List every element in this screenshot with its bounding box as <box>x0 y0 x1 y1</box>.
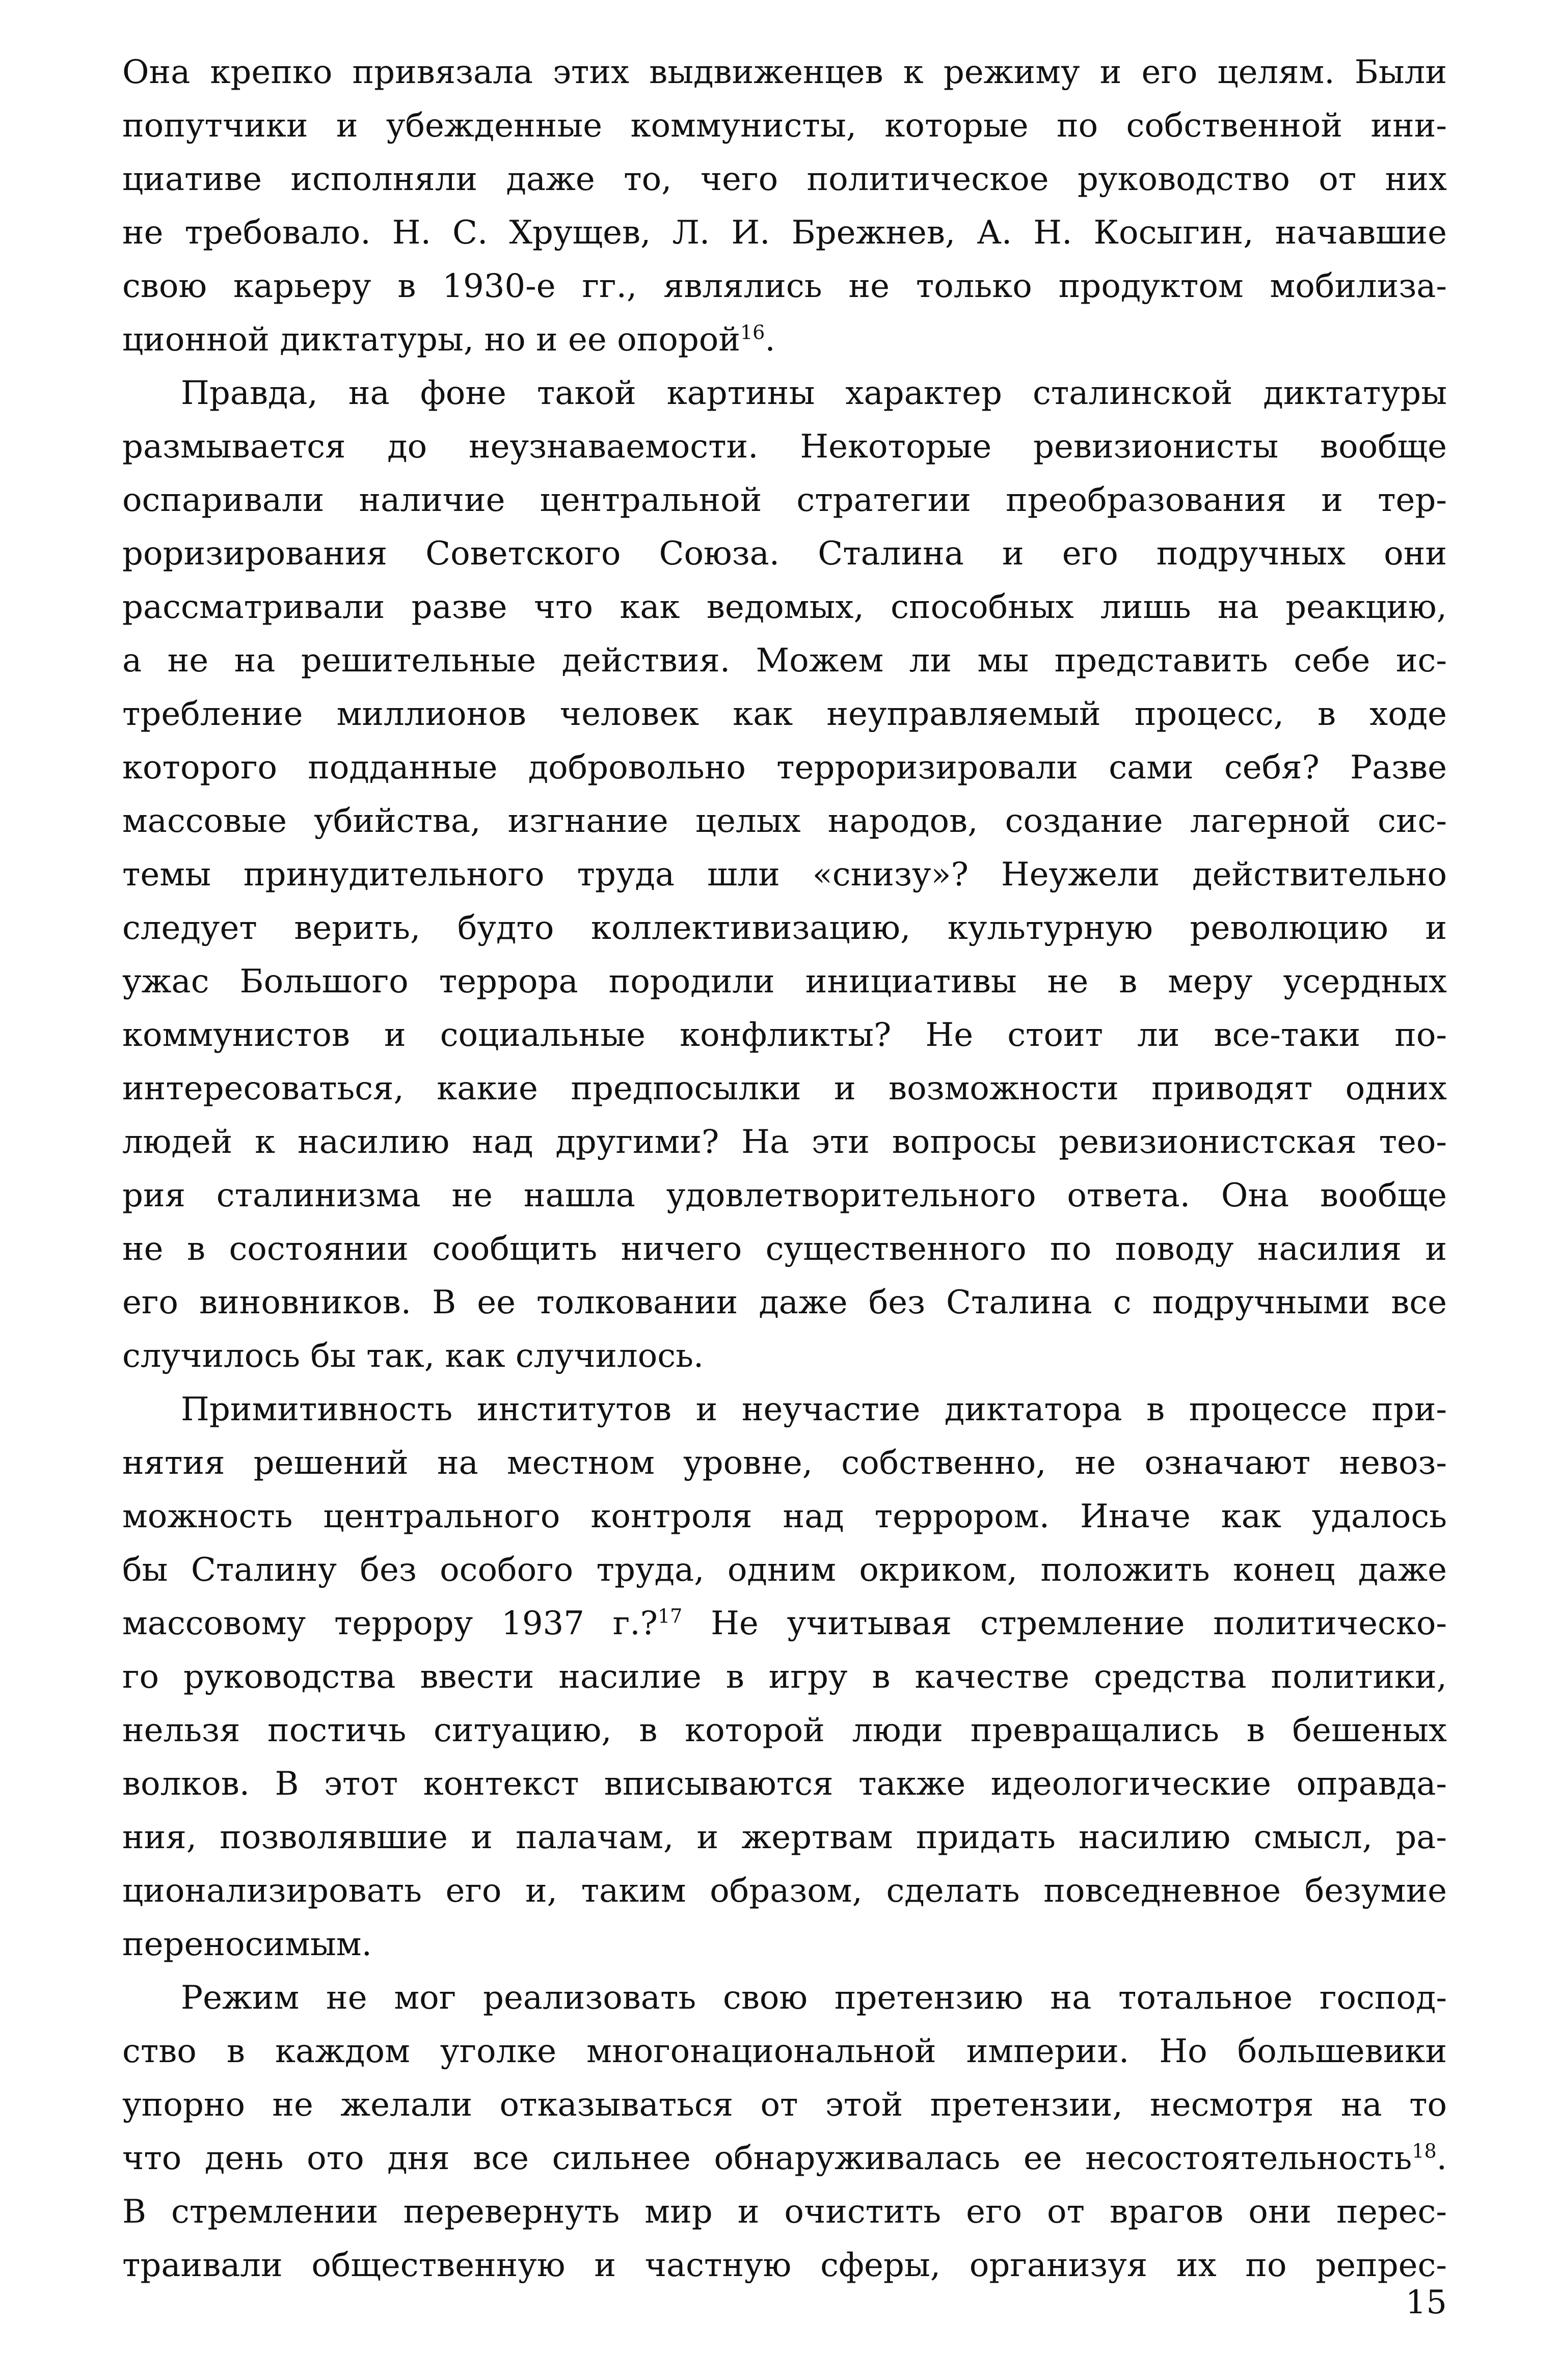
text-line: рия сталинизма не нашла удовлетворительного ответа. Она вообще <box>122 1177 1447 1214</box>
text-line: свою карьеру в 1930-е гг., являлись не только продуктом мобилиза- <box>122 267 1447 305</box>
text-line: бы Сталину без особого труда, одним окриком, положить конец даже <box>122 1551 1447 1589</box>
text-line: ство в каждом уголке многонациональной империи. Но большевики <box>122 2033 1447 2070</box>
text-line: волков. В этот контекст вписываются также идеологические оправда- <box>122 1765 1447 1803</box>
text-fragment: массовому террору 1937 г.? <box>122 1605 658 1642</box>
text-line: Она крепко привязала этих выдвиженцев к режиму и его целям. Были <box>122 53 1447 91</box>
text-line: траивали общественную и частную сферы, организуя их по репрес- <box>122 2247 1447 2284</box>
footnote-ref-17[interactable]: 17 <box>657 1605 683 1628</box>
paragraph-2 <box>122 367 1447 1383</box>
text-line: можность центрального контроля над террором. Иначе как удалось <box>122 1498 1447 1535</box>
text-line: ния, позволявшие и палачам, и жертвам придать насилию смысл, ра- <box>122 1819 1447 1856</box>
text-line <box>122 1597 1447 1651</box>
text-line: го руководства ввести насилие в игру в качестве средства политики, <box>122 1658 1447 1696</box>
page-number: 15 <box>1405 2284 1447 2321</box>
text-line <box>122 2132 1447 2185</box>
text-line: В стремлении перевернуть мир и очистить его от врагов они перес- <box>122 2193 1447 2231</box>
text-line: коммунистов и социальные конфликты? Не стоит ли все-таки по- <box>122 1016 1447 1054</box>
text-line: упорно не желали отказываться от этой претензии, несмотря на то <box>122 2086 1447 2124</box>
paragraph-3 <box>122 1383 1447 1971</box>
text-line: переносимым. <box>122 1926 372 1963</box>
body-text <box>122 46 1447 2292</box>
text-line: нятия решений на местном уровне, собственно, не означают невоз- <box>122 1444 1447 1482</box>
footnote-ref-18[interactable]: 18 <box>1412 2140 1437 2162</box>
text-line: ционализировать его и, таким образом, сделать повседневное безумие <box>122 1872 1447 1910</box>
text-line: Примитивность институтов и неучастие диктатора в процессе при- <box>181 1391 1447 1428</box>
text-line: размывается до неузнаваемости. Некоторые ревизионисты вообще <box>122 428 1447 466</box>
text-line: а не на решительные действия. Можем ли мы представить себе ис- <box>122 642 1447 680</box>
text-line: Правда, на фоне такой картины характер сталинской диктатуры <box>181 374 1447 412</box>
text-line: не требовало. Н. С. Хрущев, Л. И. Брежнев, А. Н. Косыгин, начавшие <box>122 214 1447 252</box>
text-line: роризирования Советского Союза. Сталина и его подручных они <box>122 535 1447 573</box>
text-line: массовые убийства, изгнание целых народов, создание лагерной сис- <box>122 802 1447 840</box>
text-line: требление миллионов человек как неуправляемый процесс, в ходе <box>122 695 1447 733</box>
text-line <box>122 313 1447 367</box>
text-line: оспаривали наличие центральной стратегии преобразования и тер- <box>122 481 1447 519</box>
text-line: попутчики и убежденные коммунисты, которые по собственной ини- <box>122 107 1447 145</box>
text-line: которого подданные добровольно терроризировали сами себя? Разве <box>122 749 1447 787</box>
text-line: ужас Большого террора породили инициативы не в меру усердных <box>122 963 1447 1000</box>
text-fragment: ционной диктатуры, но и ее опорой <box>122 321 740 359</box>
text-line: рассматривали разве что как ведомых, способных лишь на реакцию, <box>122 588 1447 626</box>
text-line: не в состоянии сообщить ничего существенного по поводу насилия и <box>122 1230 1447 1268</box>
footnote-ref-16[interactable]: 16 <box>740 321 765 344</box>
text-fragment: . <box>765 321 775 359</box>
text-fragment: Не учитывая стремление политическо- <box>682 1605 1447 1642</box>
paragraph-4 <box>122 1971 1447 2292</box>
text-fragment: что день ото дня все сильнее обнаруживалась ее несостоятельность <box>122 2140 1412 2177</box>
text-line: интересоваться, какие предпосылки и возможности приводят одних <box>122 1070 1447 1107</box>
book-page <box>122 46 1447 2348</box>
text-line: следует верить, будто коллективизацию, культурную революцию и <box>122 909 1447 947</box>
text-line: темы принудительного труда шли «снизу»? Неужели действительно <box>122 856 1447 894</box>
text-line: нельзя постичь ситуацию, в которой люди превращались в бешеных <box>122 1712 1447 1749</box>
text-line: людей к насилию над другими? На эти вопросы ревизионистская тео- <box>122 1123 1447 1161</box>
text-line: его виновников. В ее толковании даже без Сталина с подручными все <box>122 1284 1447 1321</box>
paragraph-1 <box>122 46 1447 367</box>
text-line: случилось бы так, как случилось. <box>122 1337 704 1375</box>
text-line: циативе исполняли даже то, чего политическое руководство от них <box>122 160 1447 198</box>
text-fragment: . <box>1436 2140 1447 2177</box>
text-line: Режим не мог реализовать свою претензию на тотальное господ- <box>181 1979 1447 2017</box>
